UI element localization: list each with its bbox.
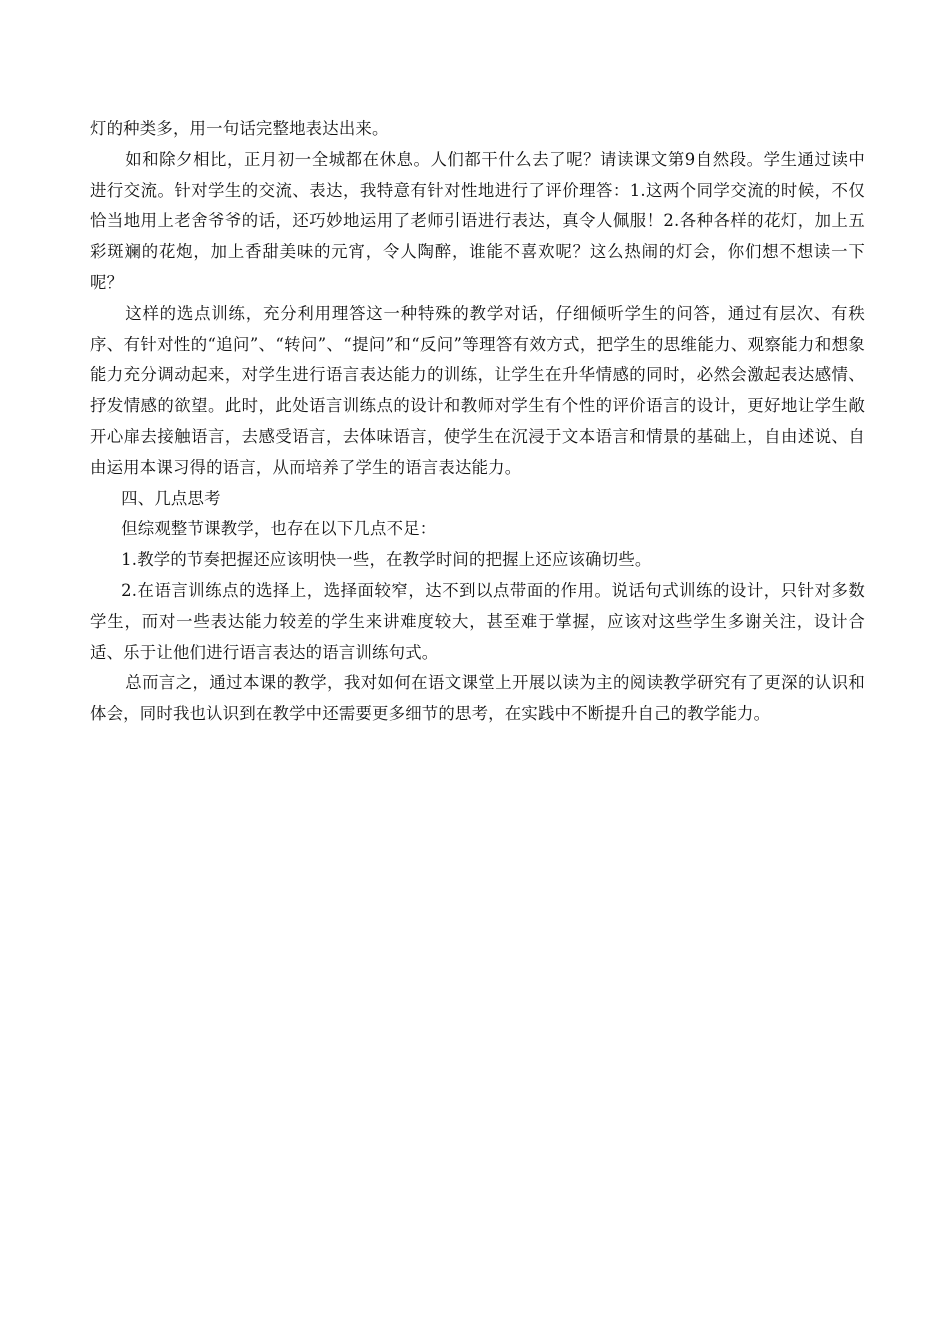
paragraph-training-analysis: 这样的选点训练，充分利用理答这一种特殊的教学对话，仔细倾听学生的问答，通过有层次、有秩序、有针对性的“追问”、“转问”、“提问”和“反问”等理答有效方式，把学生的思维能力、观察能力和想象能力充分调动起来，对学生进行语言表达能力的训练，让学生在升华情感的同时，必然会激起表达感情、抒发情感的欲望。此时，此处语言训练点的设计和教师对学生有个性的评价语言的设计，更好地让学生敞开心扉去接触语言，去感受语言，去体味语言，使学生在沉浸于文本语言和情景的基础上，自由述说、自由运用本课习得的语言，从而培养了学生的语言表达能力。 [90,303,865,477]
document-body [90,114,865,730]
paragraph-shortcoming-2: 2.在语言训练点的选择上，选择面较窄，达不到以点带面的作用。说话句式训练的设计，只针对多数学生，而对一些表达能力较差的学生来讲难度较大，甚至难于掌握，应该对这些学生多谢关注，设计合适、乐于让他们进行语言表达的语言训练句式。 [90,580,865,662]
section-heading-reflections: 四、几点思考 [121,488,221,508]
paragraph-conclusion: 总而言之，通过本课的教学，我对如何在语文课堂上开展以读为主的阅读教学研究有了更深的认识和体会，同时我也认识到在教学中还需要更多细节的思考，在实践中不断提升自己的教学能力。 [90,673,865,724]
paragraph-continuation: 灯的种类多，用一句话完整地表达出来。 [90,119,389,138]
paragraph-shortcomings-intro: 但综观整节课教学，也存在以下几点不足： [121,519,437,539]
paragraph-shortcoming-1: 1.教学的节奏把握还应该明快一些，在教学时间的把握上还应该确切些。 [121,550,652,570]
paragraph-new-year-day: 如和除夕相比，正月初一全城都在休息。人们都干什么去了呢？请读课文第9自然段。学生通过读中进行交流。针对学生的交流、表达，我特意有针对性地进行了评价理答：1.这两个同学交流的时候，不仅恰当地用上老舍爷爷的话，还巧妙地运用了老师引语进行表达，真令人佩服！2.各种各样的花灯，加上五彩斑斓的花炮，加上香甜美味的元宵，令人陶醉，谁能不喜欢呢？这么热闹的灯会，你们想不想读一下呢？ [90,149,865,292]
